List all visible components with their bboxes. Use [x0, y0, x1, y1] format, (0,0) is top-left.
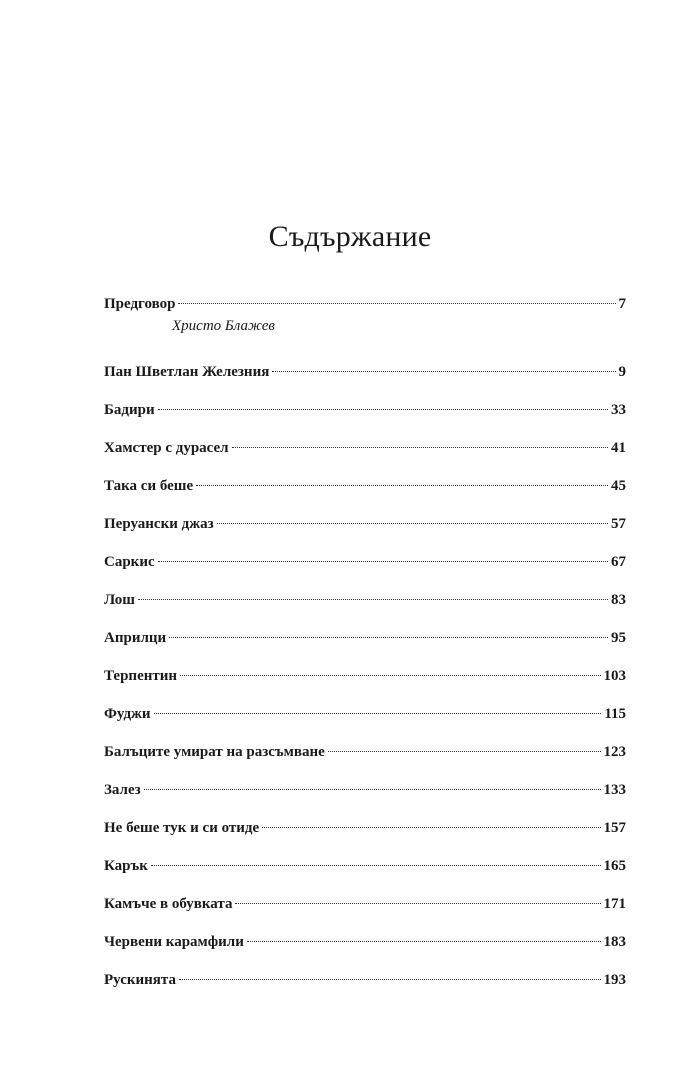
toc-line — [104, 628, 626, 648]
dot-leader — [158, 561, 608, 562]
toc-line — [104, 400, 626, 420]
toc-entry-title: Така си беше — [104, 478, 194, 494]
dot-leader — [235, 903, 600, 904]
dot-leader — [180, 675, 600, 676]
toc-line — [104, 294, 626, 314]
toc-entry-title: Пан Шветлан Железния — [104, 364, 270, 380]
dot-leader — [247, 941, 601, 942]
toc-list — [104, 294, 626, 1008]
toc-entry — [104, 476, 626, 514]
toc-entry — [104, 970, 626, 1008]
dot-leader — [178, 303, 615, 304]
dot-leader — [151, 865, 601, 866]
toc-entry — [104, 628, 626, 666]
toc-entry-title: Червени карамфили — [104, 934, 244, 950]
toc-entry-author: Христо Блажев — [172, 318, 275, 334]
dot-leader — [154, 713, 602, 714]
dot-leader — [272, 371, 615, 372]
toc-entry — [104, 780, 626, 818]
toc-line — [104, 590, 626, 610]
toc-entry — [104, 932, 626, 970]
toc-line — [104, 438, 626, 458]
toc-entry — [104, 294, 626, 362]
toc-line — [104, 970, 626, 990]
toc-entry-title: Терпентин — [104, 668, 178, 684]
toc-entry-title: Фуджи — [104, 706, 151, 722]
toc-entry — [104, 438, 626, 476]
toc-entry-page: 183 — [603, 934, 626, 950]
toc-line — [104, 552, 626, 572]
toc-line — [104, 856, 626, 876]
toc-entry-title: Априлци — [104, 630, 167, 646]
toc-entry — [104, 552, 626, 590]
toc-entry — [104, 856, 626, 894]
toc-entry-page: 123 — [603, 744, 626, 760]
toc-entry-page: 171 — [603, 896, 626, 912]
toc-entry-title: Хамстер с дурасел — [104, 440, 229, 456]
toc-line — [104, 476, 626, 496]
toc-entry-page: 133 — [603, 782, 626, 798]
dot-leader — [217, 523, 608, 524]
dot-leader — [328, 751, 601, 752]
toc-entry-title: Балъците умират на разсъмване — [104, 744, 325, 760]
toc-entry-title: Саркис — [104, 554, 155, 570]
toc-entry — [104, 704, 626, 742]
toc-heading: Съдържание — [268, 220, 432, 253]
toc-entry — [104, 400, 626, 438]
toc-entry-page: 95 — [611, 630, 626, 646]
toc-entry-page: 33 — [611, 402, 626, 418]
toc-line — [104, 514, 626, 534]
toc-entry-page: 115 — [604, 706, 626, 722]
toc-line — [104, 704, 626, 724]
toc-entry-title: Рускинята — [104, 972, 176, 988]
toc-entry-title: Камъче в обувката — [104, 896, 233, 912]
toc-line — [104, 742, 626, 762]
toc-entry-title: Бадири — [104, 402, 155, 418]
toc-line — [104, 362, 626, 382]
toc-entry-page: 83 — [611, 592, 626, 608]
toc-entry — [104, 818, 626, 856]
toc-entry-page: 45 — [611, 478, 626, 494]
toc-entry — [104, 514, 626, 552]
toc-entry-page: 57 — [611, 516, 626, 532]
toc-entry-title: Предговор — [104, 296, 176, 312]
toc-entry-page: 103 — [603, 668, 626, 684]
dot-leader — [262, 827, 600, 828]
toc-entry-title: Карък — [104, 858, 148, 874]
toc-entry-title: Залез — [104, 782, 141, 798]
dot-leader — [179, 979, 601, 980]
dot-leader — [169, 637, 608, 638]
toc-entry — [104, 742, 626, 780]
toc-entry-title: Не беше тук и си отиде — [104, 820, 260, 836]
toc-entry-page: 193 — [603, 972, 626, 988]
dot-leader — [158, 409, 608, 410]
toc-entry-page: 41 — [611, 440, 626, 456]
toc-entry — [104, 362, 626, 400]
toc-entry — [104, 666, 626, 704]
toc-entry — [104, 894, 626, 932]
toc-entry-title: Перуански джаз — [104, 516, 214, 532]
toc-entry-page: 7 — [618, 296, 626, 312]
toc-line — [104, 666, 626, 686]
toc-entry — [104, 590, 626, 628]
dot-leader — [232, 447, 608, 448]
toc-line — [104, 894, 626, 914]
toc-line — [104, 932, 626, 952]
dot-leader — [138, 599, 608, 600]
toc-line — [104, 780, 626, 800]
toc-entry-page: 165 — [603, 858, 626, 874]
dot-leader — [196, 485, 608, 486]
toc-line — [104, 818, 626, 838]
toc-entry-page: 9 — [618, 364, 626, 380]
toc-entry-title: Лош — [104, 592, 135, 608]
dot-leader — [144, 789, 601, 790]
toc-entry-page: 157 — [603, 820, 626, 836]
toc-entry-page: 67 — [611, 554, 626, 570]
